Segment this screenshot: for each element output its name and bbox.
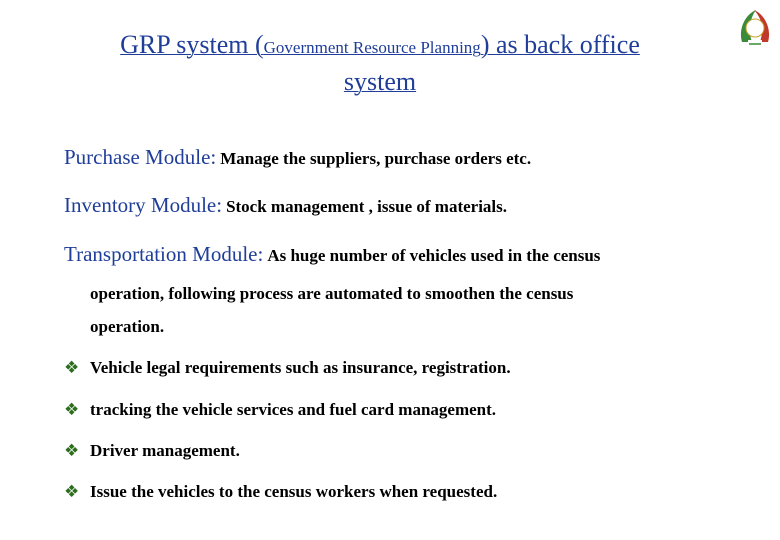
- bullet-text: tracking the vehicle services and fuel card management.: [90, 400, 497, 419]
- diamond-bullet-icon: ❖: [64, 400, 80, 420]
- diamond-bullet-icon: ❖: [64, 358, 80, 378]
- inventory-module-line: [64, 193, 507, 218]
- title-part-3: ) as back office: [480, 30, 640, 59]
- module-name: Inventory Module:: [64, 193, 223, 217]
- transportation-continuation-1: operation, following process are automated to smoothen the census: [90, 284, 574, 303]
- census-logo-icon: [734, 6, 776, 50]
- module-description: Manage the suppliers, purchase orders etc.: [220, 149, 532, 168]
- bullet-text: Issue the vehicles to the census workers when requested.: [90, 482, 498, 501]
- bullet-item: [64, 400, 496, 420]
- diamond-bullet-icon: ❖: [64, 441, 80, 461]
- slide-title: [40, 28, 720, 102]
- bullet-item: [64, 441, 240, 461]
- bullet-text: Vehicle legal requirements such as insurance, registration.: [90, 358, 511, 377]
- module-description: Stock management , issue of materials.: [226, 197, 508, 216]
- transportation-continuation-2: operation.: [90, 317, 165, 336]
- module-name: Transportation Module:: [64, 242, 264, 266]
- purchase-module-line: [64, 145, 531, 170]
- module-description: As huge number of vehicles used in the census: [267, 246, 601, 265]
- module-name: Purchase Module:: [64, 145, 217, 169]
- title-line-2: system: [343, 67, 417, 96]
- bullet-item: [64, 358, 511, 378]
- title-part-2: Government Resource Planning: [263, 38, 481, 57]
- title-part-1: GRP system (: [120, 30, 264, 59]
- bullet-item: [64, 482, 497, 502]
- bullet-text: Driver management.: [90, 441, 240, 460]
- diamond-bullet-icon: ❖: [64, 482, 80, 502]
- transportation-module-line: [64, 242, 600, 267]
